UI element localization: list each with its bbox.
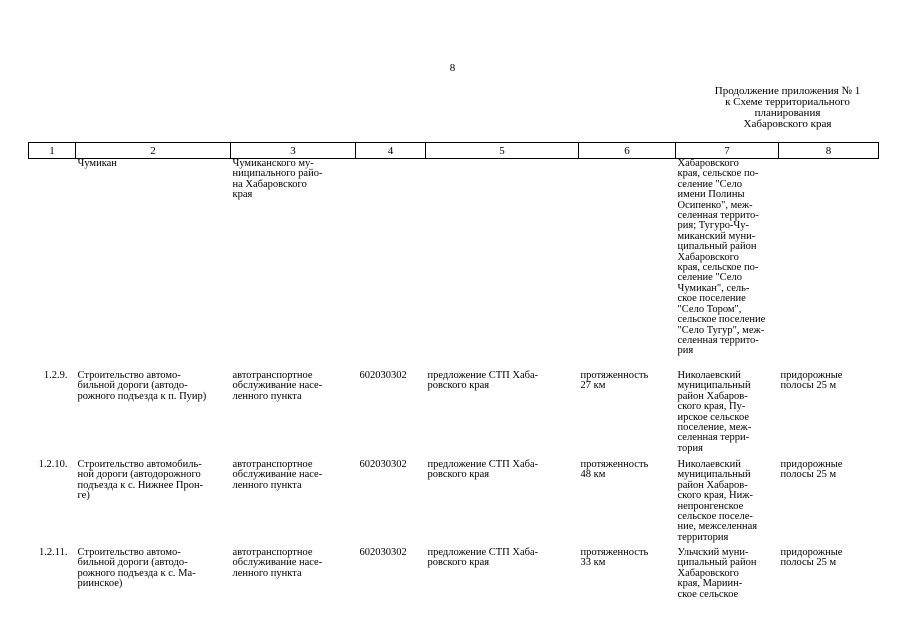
object-characteristics: протяженность 27 км <box>580 370 649 392</box>
object-characteristics: протяженность 33 км <box>580 547 649 569</box>
row-number <box>29 159 76 370</box>
object-basis: предложение СТП Хаба- ровского края <box>427 547 539 569</box>
object-characteristics: протяженность 48 км <box>580 459 649 481</box>
object-code: 602030302 <box>359 459 407 470</box>
object-code <box>356 159 426 370</box>
object-name: Чумикан <box>77 158 117 169</box>
object-basis: предложение СТП Хаба- ровского края <box>427 459 539 481</box>
object-location: Ульчский муни- ципальный район Хабаровского края, Мариин- ское сельское <box>677 547 757 600</box>
table-row <box>29 159 879 370</box>
object-code: 602030302 <box>359 370 407 381</box>
object-zones: придорожные полосы 25 м <box>780 370 843 392</box>
object-purpose: автотранспортное обслуживание насе- ленного пункта <box>232 459 323 491</box>
column-header: 1 <box>29 143 76 159</box>
object-basis: предложение СТП Хаба- ровского края <box>427 370 539 392</box>
appendix-note <box>690 86 885 130</box>
object-zones: придорожные полосы 25 м <box>780 547 843 569</box>
column-header: 8 <box>779 143 879 159</box>
appendix-note-line: к Схеме территориального <box>725 96 850 108</box>
object-zones: придорожные полосы 25 м <box>780 459 843 481</box>
object-code: 602030302 <box>359 547 407 558</box>
object-zones <box>779 159 879 370</box>
table-header-row <box>29 143 879 159</box>
appendix-note-line: Продолжение приложения № 1 <box>714 85 861 97</box>
object-name: Строительство автомо- бильной дороги (автодо- рожного подъезда к с. Ма- риинское) <box>77 547 196 590</box>
table-row <box>29 369 879 458</box>
object-basis <box>426 159 579 370</box>
column-header: 5 <box>426 143 579 159</box>
column-header: 3 <box>231 143 356 159</box>
row-number: 1.2.10. <box>38 459 68 470</box>
object-name: Строительство автомо- бильной дороги (автодо- рожного подъезда к п. Пуир) <box>77 370 207 402</box>
object-purpose: автотранспортное обслуживание насе- ленного пункта <box>232 547 323 579</box>
column-header: 7 <box>676 143 779 159</box>
object-location: Хабаровского края, сельское по- селение "Село имени Полины Осипенко", меж- селенная террито- рия; Тугуро-Чу- миканский муни- ципальный район Хабаровского края, сельское по- селение "Село Чумикан", сель- ское поселение "Село Тором", сельское поселение "Село Тугур", меж- селенная террито- рия <box>677 158 766 357</box>
row-number: 1.2.9. <box>43 370 68 381</box>
object-name: Строительство автомобиль- ной дороги (автодорожного подъезда к с. Нижнее Прон- ге) <box>77 459 204 502</box>
column-header: 2 <box>76 143 231 159</box>
object-location: Николаевский муниципальный район Хабаров- ского края, Ниж- непронгенское сельское поселе- ние, межселенная территория <box>677 459 758 543</box>
table-row <box>29 458 879 546</box>
objects-table <box>28 142 879 618</box>
appendix-note-line: Хабаровского края <box>743 118 832 130</box>
object-characteristics <box>579 159 676 370</box>
column-header: 6 <box>579 143 676 159</box>
object-purpose: автотранспортное обслуживание насе- ленного пункта <box>232 370 323 402</box>
object-purpose: Чумиканского му- ниципального райо- на Хабаровского края <box>232 158 323 201</box>
table-row <box>29 546 879 618</box>
row-number: 1.2.11. <box>39 547 68 558</box>
page-number: 8 <box>449 62 456 74</box>
column-header: 4 <box>356 143 426 159</box>
object-location: Николаевский муниципальный район Хабаров- ского края, Пу- ирское сельское поселение, меж- селенная терри- тория <box>677 370 752 454</box>
appendix-note-line: планирования <box>754 107 821 119</box>
